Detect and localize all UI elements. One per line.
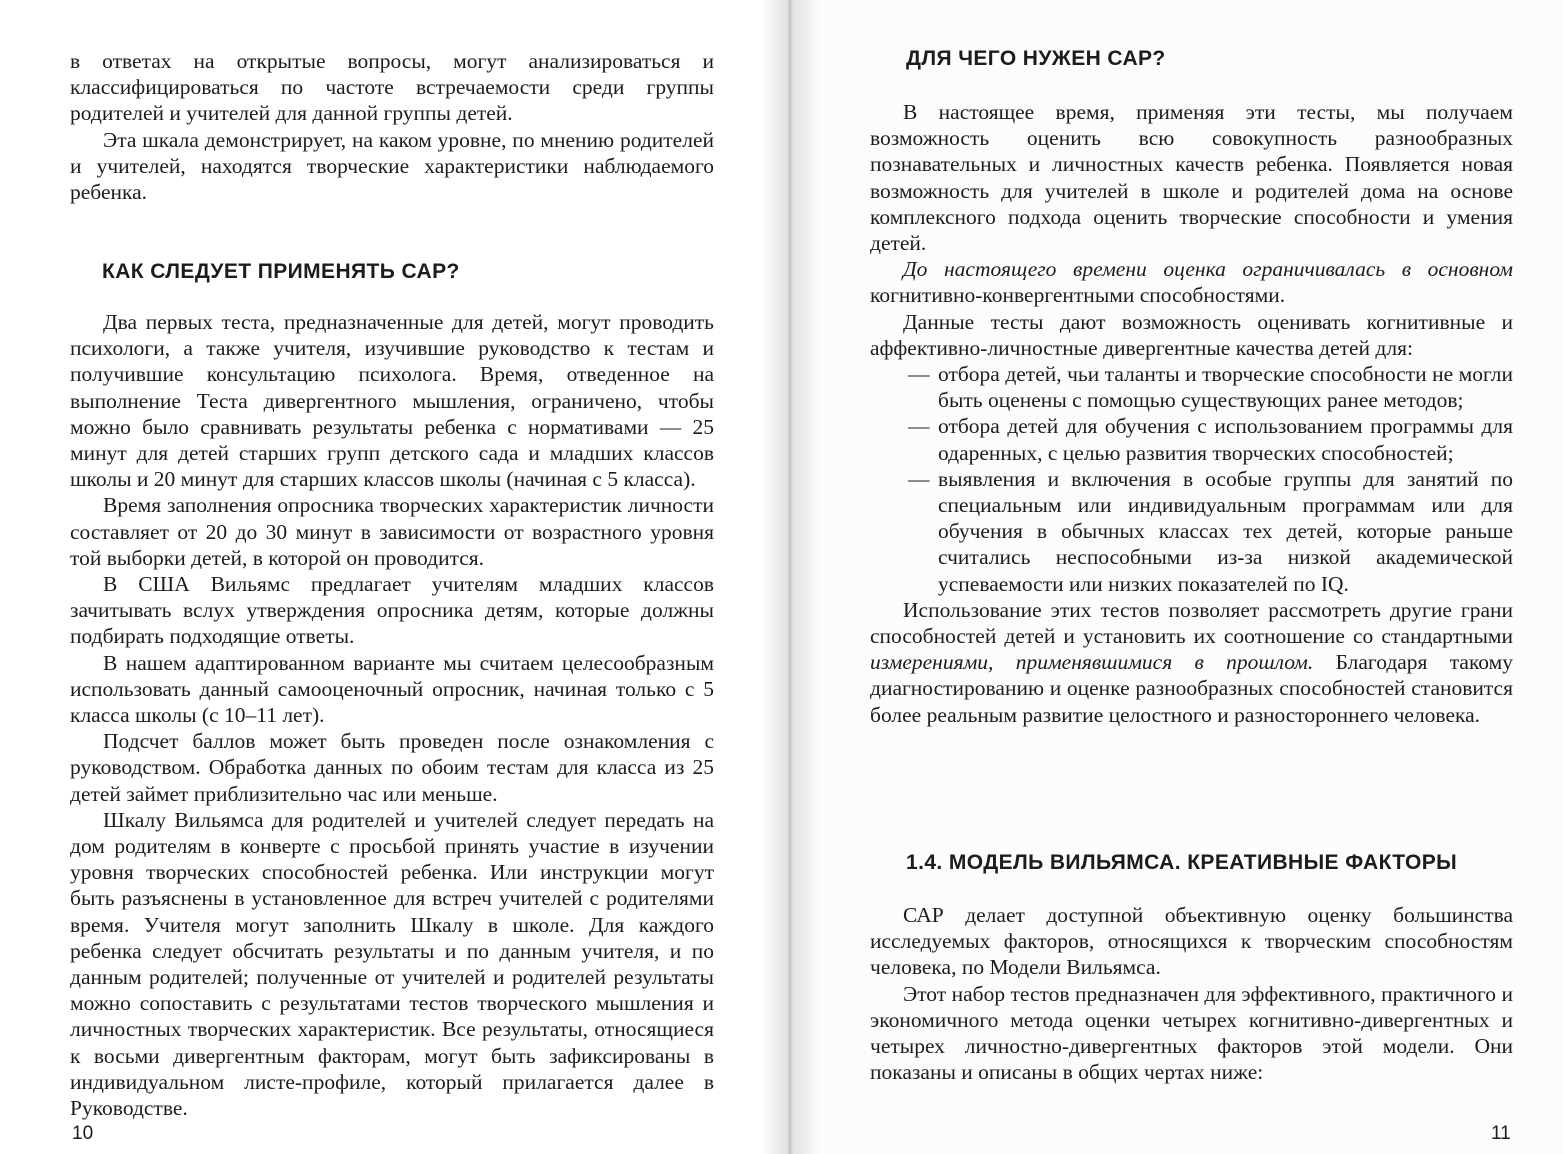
right-paragraph-2 — [870, 256, 1513, 308]
right-paragraph-6: Этот набор тестов предназначен для эффективного, практичного и экономичного метода оценки четырех когнитивно-дивергентных и четырех личностно-дивергентных факторов этой модели. Они показаны и описаны в общих чертах ниже: — [870, 981, 1513, 1085]
book-spine-shadow — [760, 0, 820, 1154]
dash-bullet: — — [908, 414, 930, 439]
left-intro-paragraph-2: Эта шкала демонстрирует, на каком уровне, по мнению родителей и учителей, находятся творческие характеристики наблюдаемого ребенка. — [70, 127, 714, 205]
list-item-text: выявления и включения в особые группы для занятий по специальным или индивидуальным программам или для обучения в обычных классах тех детей, которые раньше считались неспособными из-за низкой академической успеваемости или низких показателей по IQ. — [938, 466, 1513, 596]
dash-bullet: — — [908, 362, 930, 387]
right-section-heading-2: 1.4. МОДЕЛЬ ВИЛЬЯМСА. КРЕАТИВНЫЕ ФАКТОРЫ — [906, 851, 1458, 874]
left-page-number: 10 — [72, 1123, 94, 1144]
right-paragraph-5: САР делает доступной объективную оценку большинства исследуемых факторов, относящихся к творческим способностям человека, по Модели Вильямса. — [870, 903, 1513, 980]
right-paragraph-4-end: Благодаря такому диагностированию и оценке разнообразных способностей становится более реальным развитие целостного и разностороннего человека. — [870, 650, 1513, 727]
right-body-block-1 — [870, 99, 1513, 728]
right-body-block-2 — [870, 902, 1513, 1085]
right-paragraph-4-italic: измерениями, применявшимися в прошлом. — [870, 650, 1314, 675]
left-paragraph-4: В нашем адаптированном варианте мы считаем целесообразным использовать данный самооценочный опросник, начиная только с 5 класса школы (с 10–11 лет). — [70, 650, 714, 728]
right-paragraph-1: В настоящее время, применяя эти тесты, мы получаем возможность оценить всю совокупность разнообразных познавательных и личностных качеств ребенка. Появляется новая возможность для учителей в школе и родителей дома на основе комплексного подхода оценить творческие способности и умения детей. — [870, 100, 1513, 256]
left-paragraph-3: В США Вильямс предлагает учителям младших классов зачитывать вслух утверждения опросника детям, которые должны подбирать подходящие ответы. — [70, 572, 714, 649]
list-item — [870, 361, 1513, 413]
right-paragraph-4-start: Использование этих тестов позволяет рассмотреть другие грани способностей детей и установить их соотношение со стандартными — [870, 597, 1513, 649]
bullet-list — [870, 361, 1513, 597]
right-section-heading-1: ДЛЯ ЧЕГО НУЖЕН САР? — [906, 47, 1166, 70]
left-paragraph-2: Время заполнения опросника творческих характеристик личности составляет от 20 до 30 минут в зависимости от возрастного уровня той выборки детей, в которой он проводится. — [70, 493, 714, 570]
left-body-block — [70, 309, 714, 1121]
left-intro-block — [70, 48, 714, 205]
list-item-text: отбора детей, чьи таланты и творческие способности не могли быть оценены с помощью существующих ранее методов; — [938, 362, 1513, 413]
right-paragraph-2-rest: когнитивно-конвергентными способностями. — [870, 283, 1286, 308]
right-paragraph-3: Данные тесты дают возможность оценивать когнитивные и аффективно-личностные дивергентные качества детей для: — [870, 309, 1513, 360]
right-paragraph-4 — [870, 597, 1513, 728]
left-section-heading: КАК СЛЕДУЕТ ПРИМЕНЯТЬ САР? — [102, 260, 460, 283]
list-item-text: отбора детей для обучения с использованием программы для одаренных, с целью развития творческих способностей; — [938, 414, 1513, 465]
left-paragraph-5: Подсчет баллов может быть проведен после ознакомления с руководством. Обработка данных по обоим тестам для класса из 25 детей займет приблизительно час или меньше. — [70, 729, 714, 806]
left-paragraph-1: Два первых теста, предназначенные для детей, могут проводить психологи, а также учителя, изучившие руководство к тестам и получившие консультацию психолога. Время, отведенное на выполнение Теста дивергентного мышления, ограничено, чтобы можно было сравнивать результаты ребенка с нормативами — 25 минут для детей старших групп детского сада и младших классов школы и 20 минут для старших классов школы (начиная с 5 класса). — [70, 310, 714, 492]
list-item — [870, 466, 1513, 597]
left-paragraph-6: Шкалу Вильямса для родителей и учителей следует передать на дом родителям в конверте с просьбой принять участие в изучении уровня творческих способностей ребенка. Или инструкции могут быть разъяснены в установленное для встреч учителей с родителями время. Учителя могут заполнить Шкалу в школе. Для каждого ребенка следует обсчитать результаты и по данным учителя, и по данным родителей; полученные от учителей и родителей результаты можно сопоставить с результатами тестов творческого мышления и личностных творческих характеристик. Все результаты, относящиеся к восьми дивергентным факторам, могут быть зафиксированы в индивидуальном листе-профиле, который прилагается далее в Руководстве. — [70, 807, 714, 1121]
list-item — [870, 413, 1513, 465]
right-paragraph-2-italic: До настоящего времени оценка ограничивалась в основном — [903, 257, 1513, 282]
left-intro-paragraph-1: в ответах на открытые вопросы, могут анализироваться и классифицироваться по частоте встречаемости среди группы родителей и учителей для данной группы детей. — [70, 49, 714, 126]
right-page — [782, 0, 1563, 1154]
dash-bullet: — — [908, 466, 930, 491]
right-page-number: 11 — [1491, 1123, 1511, 1144]
